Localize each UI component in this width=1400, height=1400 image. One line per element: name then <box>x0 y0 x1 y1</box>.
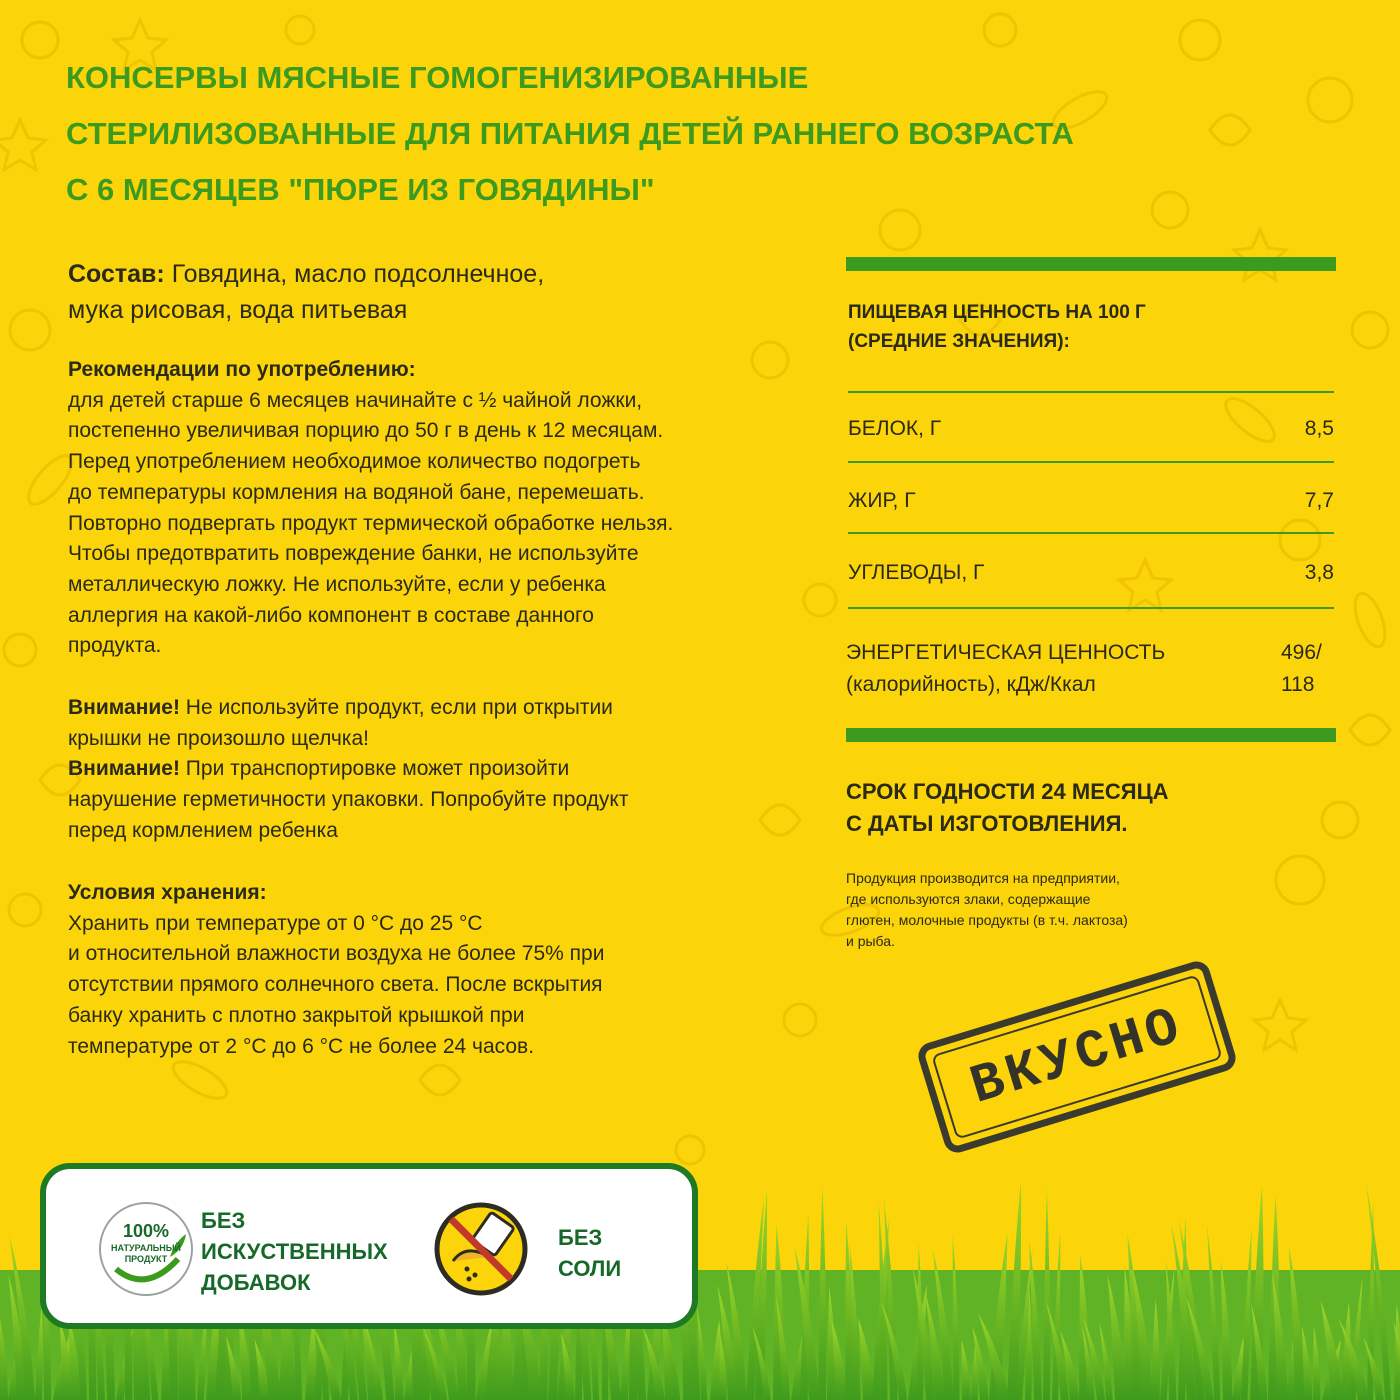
warning-text: перед кормлением ребенка <box>68 818 338 842</box>
recommendations-line: металлическую ложку. Не используйте, если у ребенка <box>68 572 606 596</box>
nutrition-label: УГЛЕВОДЫ, Г <box>848 561 985 584</box>
energy-label-line: ЭНЕРГЕТИЧЕСКАЯ ЦЕННОСТЬ <box>846 641 1166 664</box>
nutrition-value: 7,7 <box>1304 489 1334 512</box>
title-line: СТЕРИЛИЗОВАННЫЕ ДЛЯ ПИТАНИЯ ДЕТЕЙ РАННЕГО ВОЗРАСТА <box>66 116 1074 151</box>
storage-heading: Условия хранения: <box>68 881 267 904</box>
badge-text-line: СОЛИ <box>558 1256 622 1281</box>
warning-text: Не используйте продукт, если при открытии <box>179 696 613 719</box>
allergen-note-line: Продукция производится на предприятии, <box>846 870 1120 886</box>
seal-caption: ПРОДУКТ <box>124 1254 168 1264</box>
composition-label: Состав: <box>68 260 165 288</box>
shelf-life <box>846 776 1169 840</box>
title-line: С 6 МЕСЯЦЕВ "ПЮРЕ ИЗ ГОВЯДИНЫ" <box>66 172 655 207</box>
nutrition-bottom-bar <box>846 728 1336 742</box>
nutrition-value: 3,8 <box>1304 561 1334 584</box>
warning-text: крышки не произошло щелчка! <box>68 726 369 750</box>
nutrition-top-bar <box>846 257 1336 271</box>
natural-product-seal-icon <box>96 1199 196 1299</box>
badge-panel <box>40 1163 698 1329</box>
badge-text-line: БЕЗ <box>558 1225 603 1250</box>
recommendations-line: Перед употреблением необходимое количество подогреть <box>68 450 641 474</box>
energy-label-line: (калорийность), кДж/Ккал <box>846 673 1096 696</box>
badge-text-line: ИСКУСТВЕННЫХ <box>201 1239 388 1264</box>
shelf-life-line: СРОК ГОДНОСТИ 24 МЕСЯЦА <box>846 779 1169 804</box>
storage-line: температуре от 2 °С до 6 °С не более 24 часов. <box>68 1034 535 1058</box>
nutrition-divider <box>848 461 1334 463</box>
composition-section <box>68 256 768 328</box>
nutrition-title <box>848 298 1146 356</box>
warning-label: Внимание! <box>68 696 180 719</box>
recommendations-line: до температуры кормления на водяной бане, перемешать. <box>68 480 645 504</box>
nutrition-energy-value <box>1281 637 1322 701</box>
badge-text-line: БЕЗ <box>201 1208 246 1233</box>
storage-line: отсутствии прямого солнечного света. После вскрытия <box>68 973 603 997</box>
shelf-life-line: С ДАТЫ ИЗГОТОВЛЕНИЯ. <box>846 811 1128 836</box>
recommendations-line: аллергия на какой-либо компонент в составе данного <box>68 603 594 627</box>
storage-section <box>68 878 808 1062</box>
nutrition-title-line: ПИЩЕВАЯ ЦЕННОСТЬ НА 100 Г <box>848 302 1146 323</box>
nutrition-energy-label <box>846 637 1165 701</box>
nutrition-value: 8,5 <box>1304 417 1334 440</box>
recommendations-line: для детей старше 6 месяцев начинайте с ½ чайной ложки, <box>68 388 643 412</box>
nutrition-label: БЕЛОК, Г <box>848 417 942 440</box>
storage-line: банку хранить с плотно закрытой крышкой при <box>68 1003 525 1027</box>
allergen-note <box>846 868 1246 952</box>
allergen-note-line: где используются злаки, содержащие <box>846 891 1091 907</box>
warning-text: При транспортировке может произойти <box>179 757 570 781</box>
warnings-section <box>68 693 808 847</box>
stamp-text: ВКУСНО <box>963 995 1191 1119</box>
nutrition-label: ЖИР, Г <box>848 489 916 512</box>
recommendations-section <box>68 355 808 662</box>
no-additives-label <box>201 1205 388 1298</box>
title-line: КОНСЕРВЫ МЯСНЫЕ ГОМОГЕНИЗИРОВАННЫЕ <box>66 60 809 95</box>
product-title <box>66 50 1216 218</box>
composition-text: мука рисовая, вода питьевая <box>68 296 408 324</box>
energy-value-line: 118 <box>1281 673 1315 696</box>
no-salt-icon <box>431 1199 531 1299</box>
recommendations-line: постепенно увеличивая порцию до 50 г в день к 12 месяцам. <box>68 419 664 443</box>
seal-caption: НАТУРАЛЬНЫЙ <box>110 1243 182 1253</box>
composition-text: Говядина, масло подсолнечное, <box>171 260 545 288</box>
recommendations-heading: Рекомендации по употреблению: <box>68 358 416 381</box>
allergen-note-line: глютен, молочные продукты (в т.ч. лактоза) <box>846 912 1128 928</box>
nutrition-divider <box>848 607 1334 609</box>
seal-percent-text: 100% <box>122 1221 170 1241</box>
recommendations-line: продукта. <box>68 634 162 658</box>
allergen-note-line: и рыба. <box>846 933 895 949</box>
storage-line: и относительной влажности воздуха не более 75% при <box>68 942 605 966</box>
nutrition-divider <box>848 391 1334 393</box>
storage-line: Хранить при температуре от 0 °С до 25 °С <box>68 911 483 935</box>
energy-value-line: 496/ <box>1281 641 1322 664</box>
recommendations-line: Повторно подвергать продукт термической обработке нельзя. <box>68 511 674 535</box>
recommendations-line: Чтобы предотвратить повреждение банки, не используйте <box>68 542 639 566</box>
warning-text: нарушение герметичности упаковки. Попробуйте продукт <box>68 788 629 812</box>
nutrition-divider <box>848 532 1334 534</box>
no-salt-label <box>558 1222 621 1284</box>
nutrition-title-line: (СРЕДНИЕ ЗНАЧЕНИЯ): <box>848 331 1070 352</box>
warning-label: Внимание! <box>68 757 180 781</box>
badge-text-line: ДОБАВОК <box>201 1270 311 1295</box>
